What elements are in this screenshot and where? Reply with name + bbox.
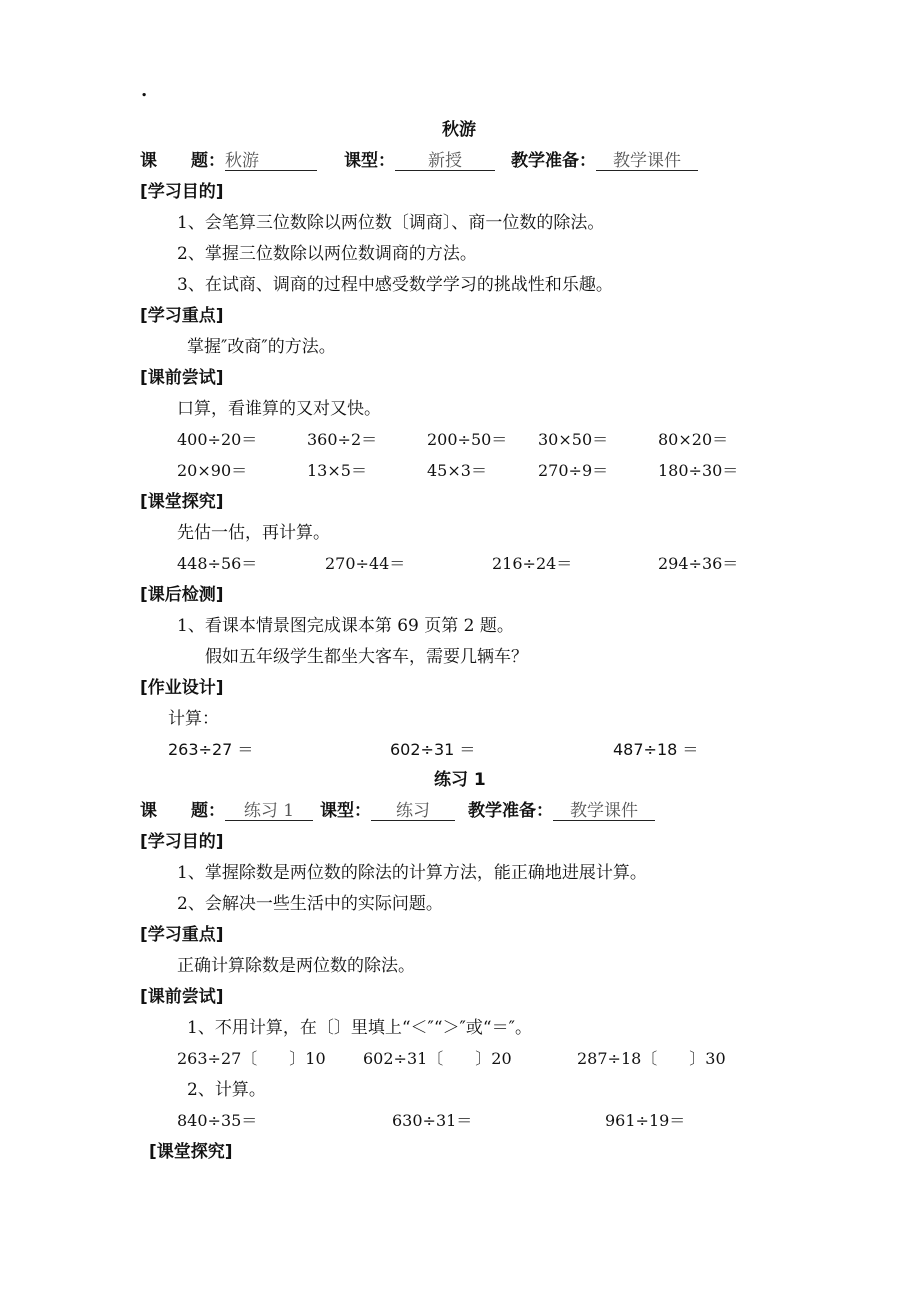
oral-item: 80×20＝ — [658, 430, 729, 449]
lesson2-goal-1: 1、掌握除数是两位数的除法的计算方法，能正确地进展计算。 — [177, 863, 647, 883]
oral-item: 200÷50＝ — [427, 430, 508, 449]
lesson2-title: 练习 1 — [434, 770, 486, 790]
page-dot: . — [141, 80, 148, 101]
topic-label: 课 题： — [140, 801, 225, 821]
compare-item: 602÷31〔 〕20 — [363, 1049, 512, 1068]
explore-item: 270÷44＝ — [325, 554, 406, 573]
topic-label: 课 题： — [140, 151, 225, 171]
lesson1-goal-1: 1、会笔算三位数除以两位数〔调商〕、商一位数的除法。 — [177, 213, 605, 233]
compare-item: 287÷18〔 〕30 — [577, 1049, 726, 1068]
oral-item: 13×5＝ — [307, 461, 367, 480]
prep-value: 教学课件 — [596, 152, 698, 171]
oral-item: 20×90＝ — [177, 461, 248, 480]
prep-label: 教学准备： — [468, 801, 553, 821]
lesson1-prep — [511, 151, 698, 171]
oral-item: 400÷20＝ — [177, 430, 258, 449]
compare-item: 263÷27〔 〕10 — [177, 1049, 326, 1068]
lesson1-pretry-intro: 口算，看谁算的又对又快。 — [177, 399, 381, 419]
oral-item: 360÷2＝ — [307, 430, 378, 449]
oral-item: 270÷9＝ — [538, 461, 609, 480]
lesson1-goal-3: 3、在试商、调商的过程中感受数学学习的挑战性和乐趣。 — [177, 275, 613, 295]
lesson2-calc-intro: 2、计算。 — [187, 1080, 266, 1100]
explore-item: 448÷56＝ — [177, 554, 258, 573]
lesson1-homework-heading: [作业设计] — [140, 678, 224, 698]
lesson1-homework-intro: 计算： — [168, 709, 219, 729]
prep-value: 教学课件 — [553, 802, 655, 821]
calc-item: 961÷19＝ — [605, 1111, 686, 1130]
type-value: 新授 — [395, 152, 495, 171]
lesson2-goal-2: 2、会解决一些生活中的实际问题。 — [177, 894, 443, 914]
explore-item: 294÷36＝ — [658, 554, 739, 573]
lesson2-type — [320, 801, 455, 821]
lesson2-pretry-heading: [课前尝试] — [140, 987, 224, 1007]
lesson2-compare-intro: 1、不用计算，在〔〕里填上“＜″“＞″或“＝″。 — [187, 1018, 532, 1038]
homework-item: 487÷18 ＝ — [613, 740, 699, 759]
lesson1-explore-heading: [课堂探究] — [140, 492, 224, 512]
lesson1-title: 秋游 — [442, 120, 476, 140]
lesson1-check-line-1: 1、看课本情景图完成课本第 69 页第 2 题。 — [177, 616, 514, 636]
lesson2-goals-heading: [学习目的] — [140, 832, 224, 852]
lesson1-goals-heading: [学习目的] — [140, 182, 224, 202]
type-label: 课型： — [344, 151, 395, 171]
lesson2-explore-heading: [课堂探究] — [149, 1142, 233, 1162]
homework-item: 602÷31 ＝ — [390, 740, 476, 759]
lesson1-goal-2: 2、掌握三位数除以两位数调商的方法。 — [177, 244, 477, 264]
type-label: 课型： — [320, 801, 371, 821]
prep-label: 教学准备： — [511, 151, 596, 171]
homework-item: 263÷27 ＝ — [168, 740, 254, 759]
lesson2-focus-heading: [学习重点] — [140, 925, 224, 945]
lesson2-focus-text: 正确计算除数是两位数的除法。 — [177, 956, 415, 976]
type-value: 练习 — [371, 802, 455, 821]
lesson1-check-heading: [课后检测] — [140, 585, 224, 605]
lesson1-header — [140, 151, 317, 171]
lesson2-header — [140, 801, 313, 821]
oral-item: 30×50＝ — [538, 430, 609, 449]
lesson2-prep — [468, 801, 655, 821]
topic-value: 秋游 — [225, 152, 317, 171]
calc-item: 630÷31＝ — [392, 1111, 473, 1130]
topic-value: 练习 1 — [225, 802, 313, 821]
lesson1-pretry-heading: [课前尝试] — [140, 368, 224, 388]
lesson1-check-line-2: 假如五年级学生都坐大客车，需要几辆车？ — [205, 647, 528, 667]
oral-item: 180÷30＝ — [658, 461, 739, 480]
explore-item: 216÷24＝ — [492, 554, 573, 573]
lesson1-type — [344, 151, 495, 171]
lesson1-explore-intro: 先估一估，再计算。 — [177, 523, 330, 543]
lesson1-focus-heading: [学习重点] — [140, 306, 224, 326]
oral-item: 45×3＝ — [427, 461, 487, 480]
calc-item: 840÷35＝ — [177, 1111, 258, 1130]
lesson1-focus-text: 掌握″改商″的方法。 — [187, 337, 336, 357]
